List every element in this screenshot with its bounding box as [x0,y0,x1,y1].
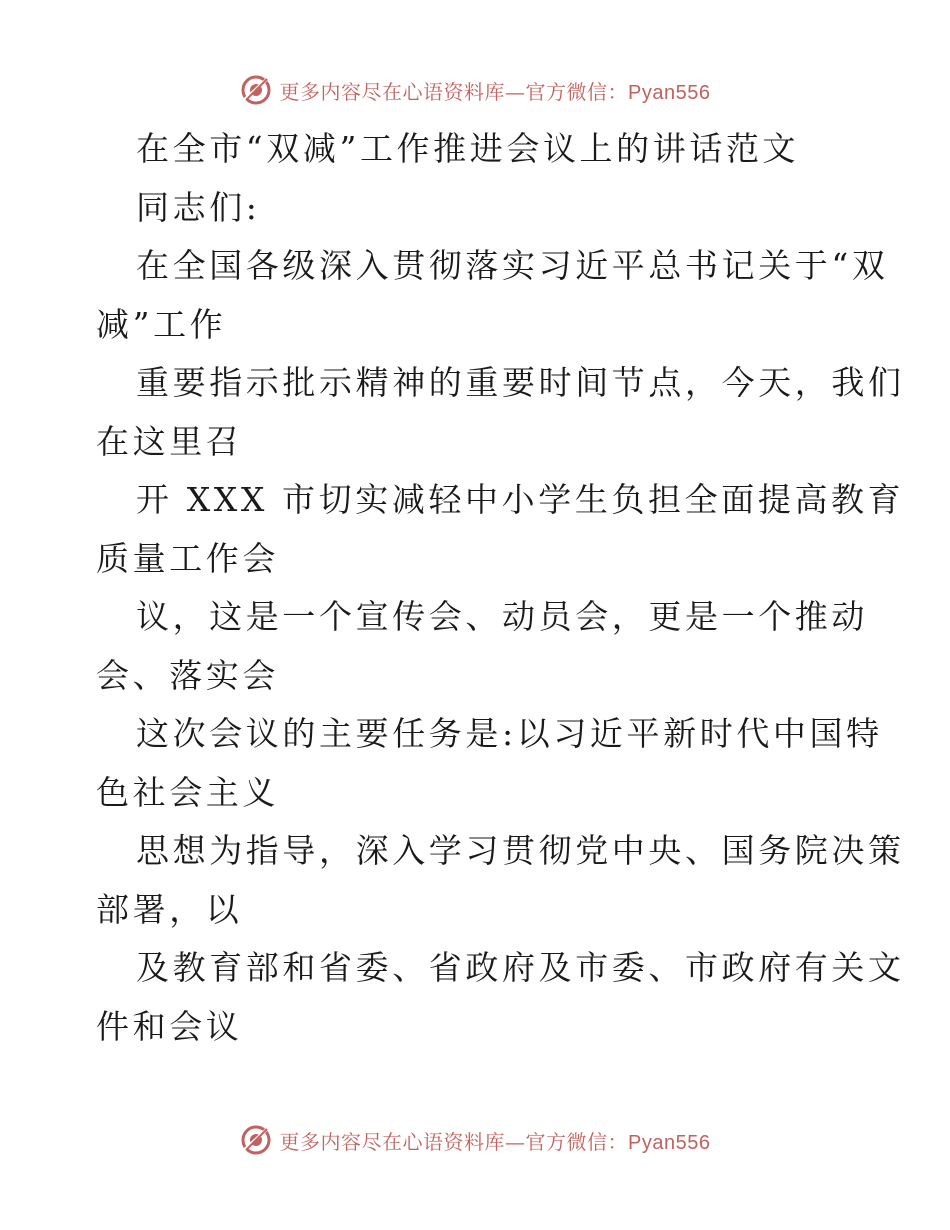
document-line: 同志们: [136,187,261,227]
footer-banner [0,1120,950,1160]
pen-swirl-logo-icon [240,74,272,106]
pen-swirl-logo-icon [240,1124,272,1156]
header-banner-main: 更多内容尽在心语资料库—官方微信： [279,79,629,104]
document-line: 重要指示批示精神的重要时间节点，今天，我们 [136,363,905,402]
document-line: 这次会议的主要任务是:以习近平新时代中国特 [136,714,883,753]
document-line: 在这里召 [96,421,243,461]
footer-banner-main: 更多内容尽在心语资料库—官方微信： [279,1129,629,1154]
footer-banner-text [280,1126,711,1155]
footer-banner-wechat: Pyan556 [628,1131,711,1154]
document-line: 议，这是一个宣传会、动员会，更是一个推动 [136,597,868,636]
header-banner [0,70,950,110]
document-line: 部署，以 [96,889,243,929]
document-line: 件和会议 [96,1006,243,1046]
document-line: 思想为指导，深入学习贯彻党中央、国务院决策 [136,831,905,870]
document-line: 色社会主义 [96,772,279,812]
document-line: 及教育部和省委、省政府及市委、市政府有关文 [136,948,905,987]
document-line: 减”工作 [96,304,227,344]
header-banner-wechat: Pyan556 [628,81,711,104]
document-line: 质量工作会 [96,538,279,578]
document-line: 会、落实会 [96,655,279,695]
header-banner-text [280,76,711,105]
document-line: 在全市“双减”工作推进会议上的讲话范文 [136,129,800,168]
document-line: 在全国各级深入贯彻落实习近平总书记关于“双 [136,246,889,285]
document-body [96,120,905,1056]
document-line: 开 XXX 市切实减轻中小学生负担全面提高教育 [136,480,905,519]
